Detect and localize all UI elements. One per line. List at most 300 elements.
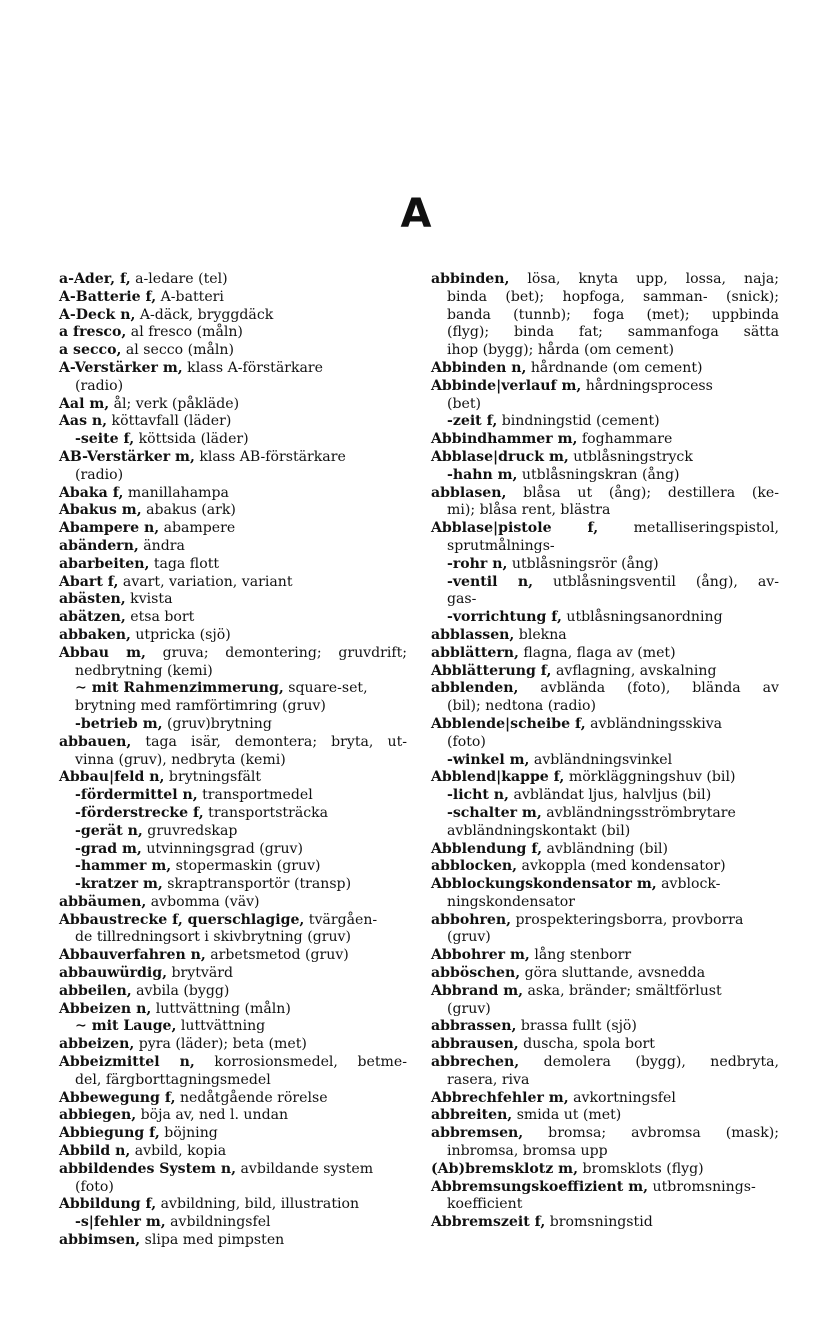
entry-definition: tvärgåen- <box>304 911 378 928</box>
entry-definition: (gruv)brytning <box>162 715 272 732</box>
entry-definition: avbildningsfel <box>165 1214 271 1231</box>
dictionary-entry <box>59 876 407 894</box>
entry-line <box>431 378 779 396</box>
entry-definition: avbomma (väv) <box>146 893 260 910</box>
entry-line <box>59 1090 407 1108</box>
entry-headword: Abbiegung f, <box>59 1125 160 1142</box>
entry-headword: abblassen, <box>431 626 515 643</box>
entry-definition: aska, bränder; smältförlust <box>523 982 722 999</box>
entry-definition: ål; verk (påkläde) <box>109 395 240 412</box>
entry-line <box>431 983 779 1001</box>
entry-headword: abbreiten, <box>431 1107 513 1124</box>
dictionary-entry <box>431 947 779 965</box>
entry-line <box>59 752 407 770</box>
entry-line <box>431 502 779 520</box>
dictionary-entry <box>59 538 407 556</box>
entry-line <box>59 858 407 876</box>
entry-headword: -betrieb m, <box>75 715 163 732</box>
entry-line <box>431 894 779 912</box>
entry-line <box>59 360 407 378</box>
dictionary-entry <box>59 1018 407 1036</box>
entry-headword: abätzen, <box>59 609 126 626</box>
entry-definition: ihop (bygg); hårda (om cement) <box>447 342 674 359</box>
entry-headword: Abbremszeit f, <box>431 1214 546 1231</box>
entry-definition: utblåsningskran (ång) <box>517 466 680 483</box>
dictionary-entry <box>59 324 407 342</box>
entry-line <box>59 574 407 592</box>
entry-line <box>59 378 407 396</box>
entry-line <box>59 1232 407 1250</box>
entry-definition: arbetsmetod (gruv) <box>205 947 349 964</box>
entry-headword: a secco, <box>59 342 122 359</box>
entry-line <box>59 1054 407 1072</box>
dictionary-entry <box>431 1018 779 1036</box>
entry-headword: -kratzer m, <box>75 876 163 893</box>
entry-line <box>431 965 779 983</box>
dictionary-entry <box>59 449 407 485</box>
dictionary-entry <box>431 1090 779 1108</box>
entry-definition: avbländningsskiva <box>585 715 723 732</box>
entry-headword: abbildendes System n, <box>59 1160 237 1177</box>
dictionary-entry <box>431 431 779 449</box>
entry-line <box>431 1179 779 1197</box>
entry-definition: koefficient <box>447 1196 523 1213</box>
entry-definition: avbländningskontakt (bil) <box>447 822 631 839</box>
dictionary-entry <box>431 556 779 574</box>
entry-headword: Abakus m, <box>59 502 142 519</box>
entry-definition: göra sluttande, avsnedda <box>520 965 706 982</box>
entry-headword: abblasen, <box>431 484 507 501</box>
entry-headword: abbohren, <box>431 911 512 928</box>
entry-line <box>59 609 407 627</box>
entry-definition: (radio) <box>75 466 124 483</box>
entry-headword: abbrausen, <box>431 1036 519 1053</box>
dictionary-entry <box>59 1036 407 1054</box>
entry-headword: a-Ader, f, <box>59 271 131 287</box>
entry-line <box>59 1125 407 1143</box>
entry-definition: blåsa ut (ång); destillera (ke- <box>506 484 779 501</box>
entry-line <box>59 929 407 947</box>
entry-line <box>59 1161 407 1179</box>
entry-line <box>431 413 779 431</box>
dictionary-entry <box>431 1054 779 1090</box>
entry-line <box>431 271 779 289</box>
entry-line <box>59 1001 407 1019</box>
dictionary-entry <box>59 627 407 645</box>
entry-headword: abblenden, <box>431 680 519 697</box>
entry-definition: inbromsa, bromsa upp <box>447 1143 608 1160</box>
entry-definition: (radio) <box>75 377 124 394</box>
entry-definition: abakus (ark) <box>141 502 236 519</box>
entry-definition: bindningstid (cement) <box>497 413 660 430</box>
entry-line <box>59 841 407 859</box>
dictionary-entry <box>431 378 779 414</box>
dictionary-entry <box>59 485 407 503</box>
entry-definition: (bet) <box>447 395 482 412</box>
entry-headword: abändern, <box>59 537 139 554</box>
entry-definition: avflagning, avskalning <box>551 662 717 679</box>
entry-line <box>59 502 407 520</box>
entry-headword: abbauen, <box>59 733 132 750</box>
entry-headword: A-Verstärker m, <box>59 359 183 376</box>
entry-definition: vinna (gruv), nedbryta (kemi) <box>75 751 286 768</box>
entry-definition: utblåsningstryck <box>568 448 693 465</box>
entry-line <box>431 752 779 770</box>
entry-headword: Abampere n, <box>59 520 160 537</box>
entry-definition: blekna <box>514 626 567 643</box>
entry-definition: al fresco (måln) <box>126 324 243 341</box>
dictionary-entry <box>431 1161 779 1179</box>
dictionary-entry <box>59 609 407 627</box>
entry-headword: abblocken, <box>431 858 518 875</box>
entry-definition: transportmedel <box>197 787 313 804</box>
entry-headword: (Ab)bremsklotz m, <box>431 1160 578 1177</box>
entry-line <box>59 769 407 787</box>
entry-headword: abbremsen, <box>431 1125 524 1142</box>
entry-headword: abbaken, <box>59 626 131 643</box>
entry-line <box>59 894 407 912</box>
dictionary-entry <box>59 413 407 431</box>
dictionary-entry <box>59 734 407 770</box>
entry-headword: Abblendung f, <box>431 840 542 857</box>
dictionary-entry <box>59 769 407 787</box>
dictionary-entry <box>431 983 779 1019</box>
entry-line <box>431 1161 779 1179</box>
entry-line <box>59 1214 407 1232</box>
entry-definition: luttvättning (måln) <box>151 1000 291 1017</box>
entry-definition: square-set, <box>283 680 368 697</box>
entry-headword: -fördermittel n, <box>75 787 198 804</box>
entry-definition: a-ledare (tel) <box>130 271 228 287</box>
entry-headword: AB-Verstärker m, <box>59 448 195 465</box>
entry-line <box>59 1036 407 1054</box>
entry-headword: Abbeizmittel n, <box>59 1054 195 1071</box>
entry-definition: abampere <box>159 520 236 537</box>
entry-headword: abbauwürdig, <box>59 965 167 982</box>
entry-headword: -schalter m, <box>447 804 542 821</box>
entry-line <box>431 289 779 307</box>
entry-definition: prospekteringsborra, provborra <box>511 911 744 928</box>
dictionary-entry <box>59 965 407 983</box>
entry-definition: A-batteri <box>156 288 224 305</box>
dictionary-entry <box>431 716 779 752</box>
entry-definition: (gruv) <box>447 1000 491 1017</box>
entry-headword: Abbinde|verlauf m, <box>431 377 582 394</box>
entry-headword: Aal m, <box>59 395 110 412</box>
dictionary-entry <box>431 485 779 521</box>
entry-definition: avbildning, bild, illustration <box>156 1196 360 1213</box>
entry-definition: demolera (bygg), nedbryta, <box>519 1054 779 1071</box>
entry-line <box>431 307 779 325</box>
entry-line <box>59 663 407 681</box>
right-column <box>431 271 779 1232</box>
entry-definition: banda (tunnb); foga (met); uppbinda <box>447 306 779 323</box>
dictionary-entry <box>431 752 779 770</box>
entry-headword: Abbau m, <box>59 644 146 661</box>
entry-line <box>431 449 779 467</box>
entry-line <box>59 324 407 342</box>
entry-definition: lösa, knyta upp, lossa, naja; <box>509 271 779 287</box>
dictionary-entry <box>431 413 779 431</box>
dictionary-entry <box>59 1196 407 1214</box>
entry-line <box>431 1001 779 1019</box>
entry-definition: bromsningstid <box>545 1214 653 1231</box>
entry-headword: -ventil n, <box>447 573 534 590</box>
entry-definition: binda (bet); hopfoga, samman- (snick); <box>447 288 779 305</box>
entry-definition: (bil); nedtona (radio) <box>447 698 596 715</box>
entry-line <box>431 538 779 556</box>
entry-line <box>59 983 407 1001</box>
dictionary-entry <box>59 823 407 841</box>
dictionary-entry <box>431 1107 779 1125</box>
entry-line <box>59 645 407 663</box>
entry-definition: utblåsningsventil (ång), av- <box>533 573 779 590</box>
entry-line <box>431 1107 779 1125</box>
entry-headword: Abblase|pistole f, <box>431 520 599 537</box>
entry-line <box>431 1143 779 1161</box>
entry-headword: Abblase|druck m, <box>431 448 569 465</box>
entry-line <box>59 396 407 414</box>
entry-definition: skraptransportör (transp) <box>162 876 352 893</box>
dictionary-entry <box>431 449 779 467</box>
entry-line <box>59 556 407 574</box>
dictionary-entry <box>431 627 779 645</box>
entry-definition: brassa fullt (sjö) <box>516 1018 637 1035</box>
entry-line <box>431 645 779 663</box>
dictionary-entry <box>59 983 407 1001</box>
entry-definition: utbromsnings- <box>648 1178 756 1195</box>
dictionary-entry <box>59 1161 407 1197</box>
dictionary-entry <box>59 591 407 609</box>
entry-line <box>59 342 407 360</box>
entry-definition: (foto) <box>75 1178 114 1195</box>
entry-headword: abbimsen, <box>59 1232 141 1249</box>
dictionary-entry <box>59 680 407 716</box>
entry-line <box>431 769 779 787</box>
entry-definition: brytning med ramförtimring (gruv) <box>75 698 326 715</box>
entry-line <box>431 1054 779 1072</box>
entry-definition: foghammare <box>577 431 673 448</box>
entry-line <box>431 1090 779 1108</box>
entry-definition: rasera, riva <box>447 1071 530 1088</box>
entry-headword: abbrechen, <box>431 1054 520 1071</box>
dictionary-entry <box>431 360 779 378</box>
entry-headword: -winkel m, <box>447 751 530 768</box>
entry-headword: -hammer m, <box>75 858 172 875</box>
dictionary-entry <box>59 716 407 734</box>
dictionary-entry <box>431 876 779 912</box>
entry-headword: a fresco, <box>59 324 127 341</box>
entry-definition: avbildande system <box>236 1160 374 1177</box>
entry-definition: ningskondensator <box>447 893 575 910</box>
entry-headword: abästen, <box>59 591 126 608</box>
entry-headword: Abblätterung f, <box>431 662 552 679</box>
entry-definition: avbila (bygg) <box>131 982 230 999</box>
dictionary-entry <box>431 965 779 983</box>
entry-headword: abböschen, <box>431 965 521 982</box>
entry-definition: smida ut (met) <box>512 1107 622 1124</box>
entry-headword: abbrassen, <box>431 1018 517 1035</box>
entry-definition: mi); blåsa rent, blästra <box>447 502 611 519</box>
dictionary-entry <box>431 680 779 716</box>
entry-headword: Abblende|scheibe f, <box>431 715 586 732</box>
entry-line <box>59 912 407 930</box>
entry-definition: klass A-förstärkare <box>182 359 323 376</box>
entry-definition: luttvättning <box>176 1018 266 1035</box>
entry-headword: Abbewegung f, <box>59 1089 176 1106</box>
page-letter-heading: A <box>400 191 432 237</box>
dictionary-entry <box>59 431 407 449</box>
entry-line <box>59 734 407 752</box>
entry-line <box>431 947 779 965</box>
entry-headword: -vorrichtung f, <box>447 609 562 626</box>
entry-definition: taga flott <box>149 555 220 572</box>
entry-line <box>431 876 779 894</box>
entry-headword: -gerät n, <box>75 822 143 839</box>
entry-line <box>59 1143 407 1161</box>
dictionary-entry <box>431 520 779 556</box>
entry-headword: abbinden, <box>431 271 510 287</box>
entry-definition: sprutmålnings- <box>447 537 555 554</box>
entry-headword: Abbohrer m, <box>431 947 530 964</box>
entry-definition: köttsida (läder) <box>134 431 249 448</box>
entry-definition: al secco (måln) <box>121 342 234 359</box>
dictionary-entry <box>59 1232 407 1250</box>
entry-line <box>431 627 779 645</box>
dictionary-entry <box>59 556 407 574</box>
entry-headword: Abart f, <box>59 573 119 590</box>
entry-definition: utblåsningsrör (ång) <box>507 555 659 572</box>
entry-headword: Aas n, <box>59 413 108 430</box>
entry-line <box>59 449 407 467</box>
entry-definition: avblock- <box>656 876 721 893</box>
entry-definition: metalliseringspistol, <box>598 520 779 537</box>
entry-line <box>59 680 407 698</box>
entry-headword: A-Deck n, <box>59 306 136 323</box>
entry-line <box>59 716 407 734</box>
entry-line <box>59 431 407 449</box>
entry-definition: de tillredningsort i skivbrytning (gruv) <box>75 929 351 946</box>
entry-definition: bromsa; avbromsa (mask); <box>523 1125 779 1142</box>
dictionary-entry <box>59 342 407 360</box>
entry-line <box>59 413 407 431</box>
entry-definition: avbländning (bil) <box>541 840 669 857</box>
entry-definition: etsa bort <box>125 609 195 626</box>
entry-definition: duscha, spola bort <box>518 1036 655 1053</box>
entry-line <box>59 307 407 325</box>
entry-definition: kvista <box>125 591 173 608</box>
dictionary-entry <box>431 787 779 805</box>
entry-definition: brytningsfält <box>164 769 262 786</box>
entry-definition: avkortningsfel <box>568 1089 676 1106</box>
entry-headword: abbäumen, <box>59 893 147 910</box>
dictionary-entry <box>59 947 407 965</box>
entry-line <box>431 1214 779 1232</box>
entry-line <box>59 947 407 965</box>
entry-definition: brytvärd <box>167 965 233 982</box>
entry-headword: -grad m, <box>75 840 142 857</box>
entry-headword: Abblend|kappe f, <box>431 769 565 786</box>
entry-line <box>59 823 407 841</box>
entry-line <box>431 1125 779 1143</box>
dictionary-entry <box>59 1090 407 1108</box>
entry-line <box>59 1107 407 1125</box>
dictionary-entry <box>431 858 779 876</box>
dictionary-entry <box>431 1214 779 1232</box>
entry-line <box>431 823 779 841</box>
entry-definition: avbild, kopia <box>130 1143 227 1160</box>
entry-definition: (flyg); binda fat; sammanfoga sätta <box>447 324 779 341</box>
entry-definition: gruvredskap <box>142 822 238 839</box>
entry-headword: Abbauverfahren n, <box>59 947 206 964</box>
entry-line <box>431 805 779 823</box>
entry-definition: gruva; demontering; gruvdrift; <box>145 644 408 661</box>
entry-definition: utblåsningsanordning <box>561 609 723 626</box>
dictionary-entry <box>59 271 407 289</box>
entry-definition: slipa med pimpsten <box>140 1232 285 1249</box>
dictionary-entry <box>59 1125 407 1143</box>
dictionary-entry <box>431 1125 779 1161</box>
dictionary-entry <box>431 1036 779 1054</box>
entry-line <box>431 912 779 930</box>
entry-headword: -seite f, <box>75 431 135 448</box>
entry-headword: Abbinden n, <box>431 359 527 376</box>
entry-headword: Abbeizen n, <box>59 1000 152 1017</box>
dictionary-entry <box>59 805 407 823</box>
dictionary-entry <box>431 609 779 627</box>
dictionary-entry <box>431 467 779 485</box>
dictionary-entry <box>59 858 407 876</box>
entry-line <box>59 538 407 556</box>
entry-headword: Abbrand m, <box>431 982 524 999</box>
entry-definition: mörkläggningshuv (bil) <box>564 769 736 786</box>
entry-definition: klass AB-förstärkare <box>194 448 346 465</box>
entry-definition: avart, variation, variant <box>118 573 293 590</box>
entry-headword: abbeilen, <box>59 982 132 999</box>
entry-line <box>59 271 407 289</box>
entry-line <box>431 716 779 734</box>
entry-headword: -zeit f, <box>447 413 498 430</box>
dictionary-entry <box>431 271 779 360</box>
dictionary-entry <box>59 1001 407 1019</box>
entry-line <box>59 1196 407 1214</box>
entry-line <box>59 289 407 307</box>
left-column <box>59 271 407 1250</box>
entry-headword: -rohr n, <box>447 555 508 572</box>
entry-headword: Abbild n, <box>59 1143 131 1160</box>
entry-line <box>59 591 407 609</box>
entry-definition: (foto) <box>447 733 486 750</box>
entry-headword: ∼ mit Lauge, <box>75 1018 177 1035</box>
entry-definition: utvinningsgrad (gruv) <box>141 840 303 857</box>
entry-headword: Abbremsungskoeffizient m, <box>431 1178 649 1195</box>
entry-definition: taga isär, demontera; bryta, ut- <box>131 733 407 750</box>
dictionary-entry <box>59 360 407 396</box>
entry-headword: -förderstrecke f, <box>75 804 204 821</box>
entry-line <box>59 1018 407 1036</box>
entry-definition: böjning <box>159 1125 218 1142</box>
entry-line <box>431 396 779 414</box>
entry-line <box>59 698 407 716</box>
entry-headword: Abblockungskondensator m, <box>431 876 657 893</box>
entry-definition: ändra <box>138 537 185 554</box>
entry-headword: ∼ mit Rahmenzimmerung, <box>75 680 284 697</box>
dictionary-entry <box>431 574 779 610</box>
dictionary-entry <box>59 574 407 592</box>
entry-definition: hårdnande (om cement) <box>526 359 703 376</box>
entry-line <box>431 520 779 538</box>
entry-line <box>59 787 407 805</box>
